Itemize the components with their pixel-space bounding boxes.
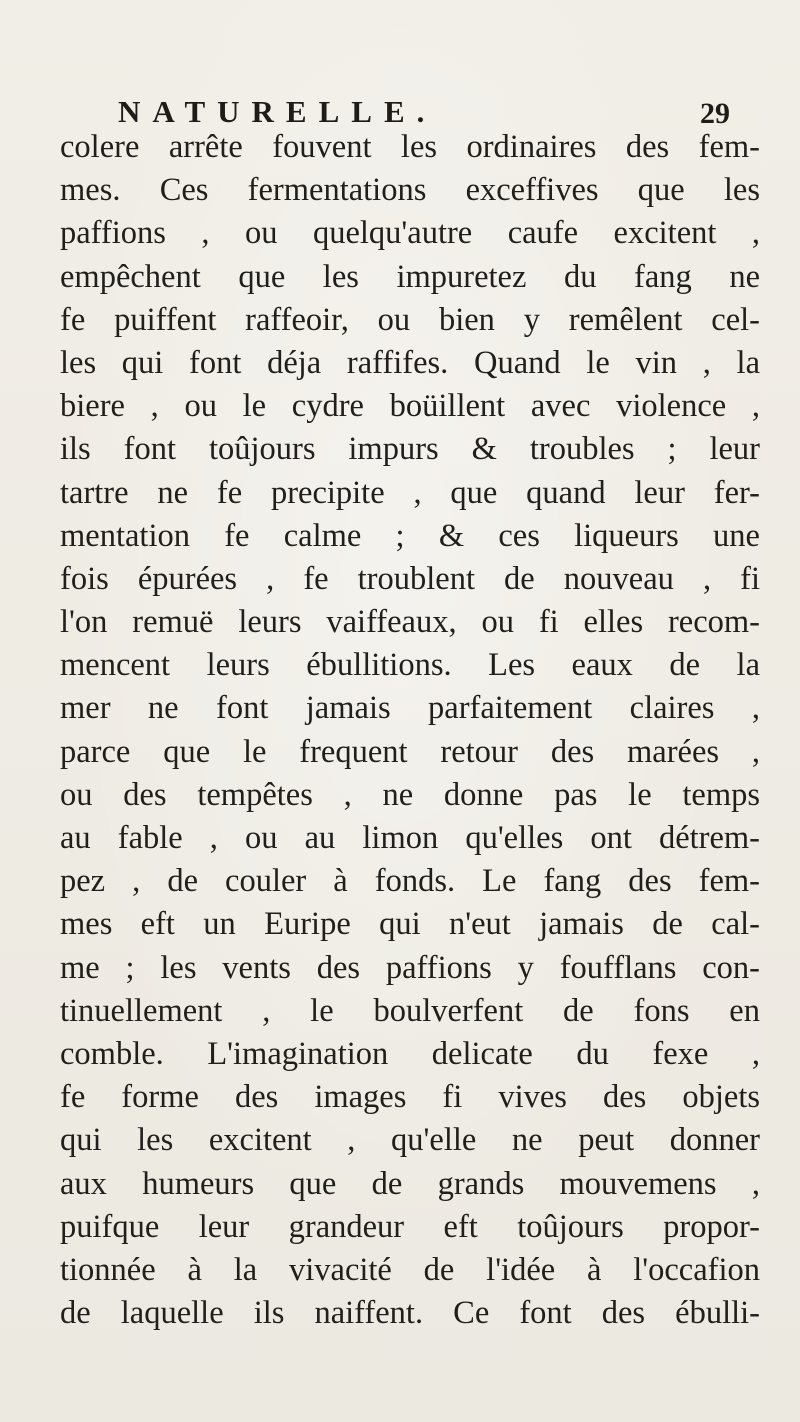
text-line: au fable , ou au limon qu'elles ont détrem- <box>60 820 760 856</box>
text-line: ils font toûjours impurs & troubles ; leur <box>60 431 760 468</box>
text-line: tinuellement , le boulverfent de fons en <box>60 992 760 1029</box>
text-line: aux humeurs que de grands mouvemens , <box>60 1165 760 1202</box>
text-line: les qui font déja raffifes. Quand le vin , la <box>60 344 760 381</box>
text-line: mes eft un Euripe qui n'eut jamais de cal- <box>60 906 760 943</box>
text-line: parce que le frequent retour des marées , <box>60 733 760 770</box>
text-line: paffions , ou quelqu'autre caufe excitent , <box>60 215 760 252</box>
text-line: me ; les vents des paffions y foufflans con- <box>60 949 760 986</box>
body-text <box>60 126 760 1335</box>
text-line: biere , ou le cydre boüillent avec violence , <box>60 388 760 425</box>
page-number: 29 <box>700 97 730 130</box>
text-line: puifque leur grandeur eft toûjours propor- <box>60 1208 760 1245</box>
text-line: pez , de couler à fonds. Le fang des fem- <box>60 863 760 900</box>
text-line: comble. L'imagination delicate du fexe , <box>60 1035 760 1072</box>
text-line: tartre ne fe precipite , que quand leur fer- <box>60 474 760 511</box>
text-line: fois épurées , fe troublent de nouveau , fi <box>60 560 760 597</box>
text-line: tionnée à la vivacité de l'idée à l'occafion <box>60 1251 760 1288</box>
text-line: mer ne font jamais parfaitement claires , <box>60 690 760 727</box>
text-line: mes. Ces fermentations exceffives que les <box>60 172 760 209</box>
text-line: mentation fe calme ; & ces liqueurs une <box>60 517 760 554</box>
text-line: colere arrête fouvent les ordinaires des fem- <box>60 129 760 165</box>
text-line: qui les excitent , qu'elle ne peut donner <box>60 1122 760 1159</box>
running-title: NATURELLE. <box>118 94 437 129</box>
text-line: ou des tempêtes , ne donne pas le temps <box>60 776 760 813</box>
text-line: fe puiffent raffeoir, ou bien y remêlent cel- <box>60 301 760 338</box>
text-line: mencent leurs ébullitions. Les eaux de la <box>60 647 760 684</box>
text-line: empêchent que les impuretez du fang ne <box>60 258 760 295</box>
text-line: de laquelle ils naiffent. Ce font des ébulli- <box>60 1295 760 1332</box>
text-line: l'on remuë leurs vaiffeaux, ou fi elles recom- <box>60 604 760 641</box>
text-line: fe forme des images fi vives des objets <box>60 1079 760 1116</box>
